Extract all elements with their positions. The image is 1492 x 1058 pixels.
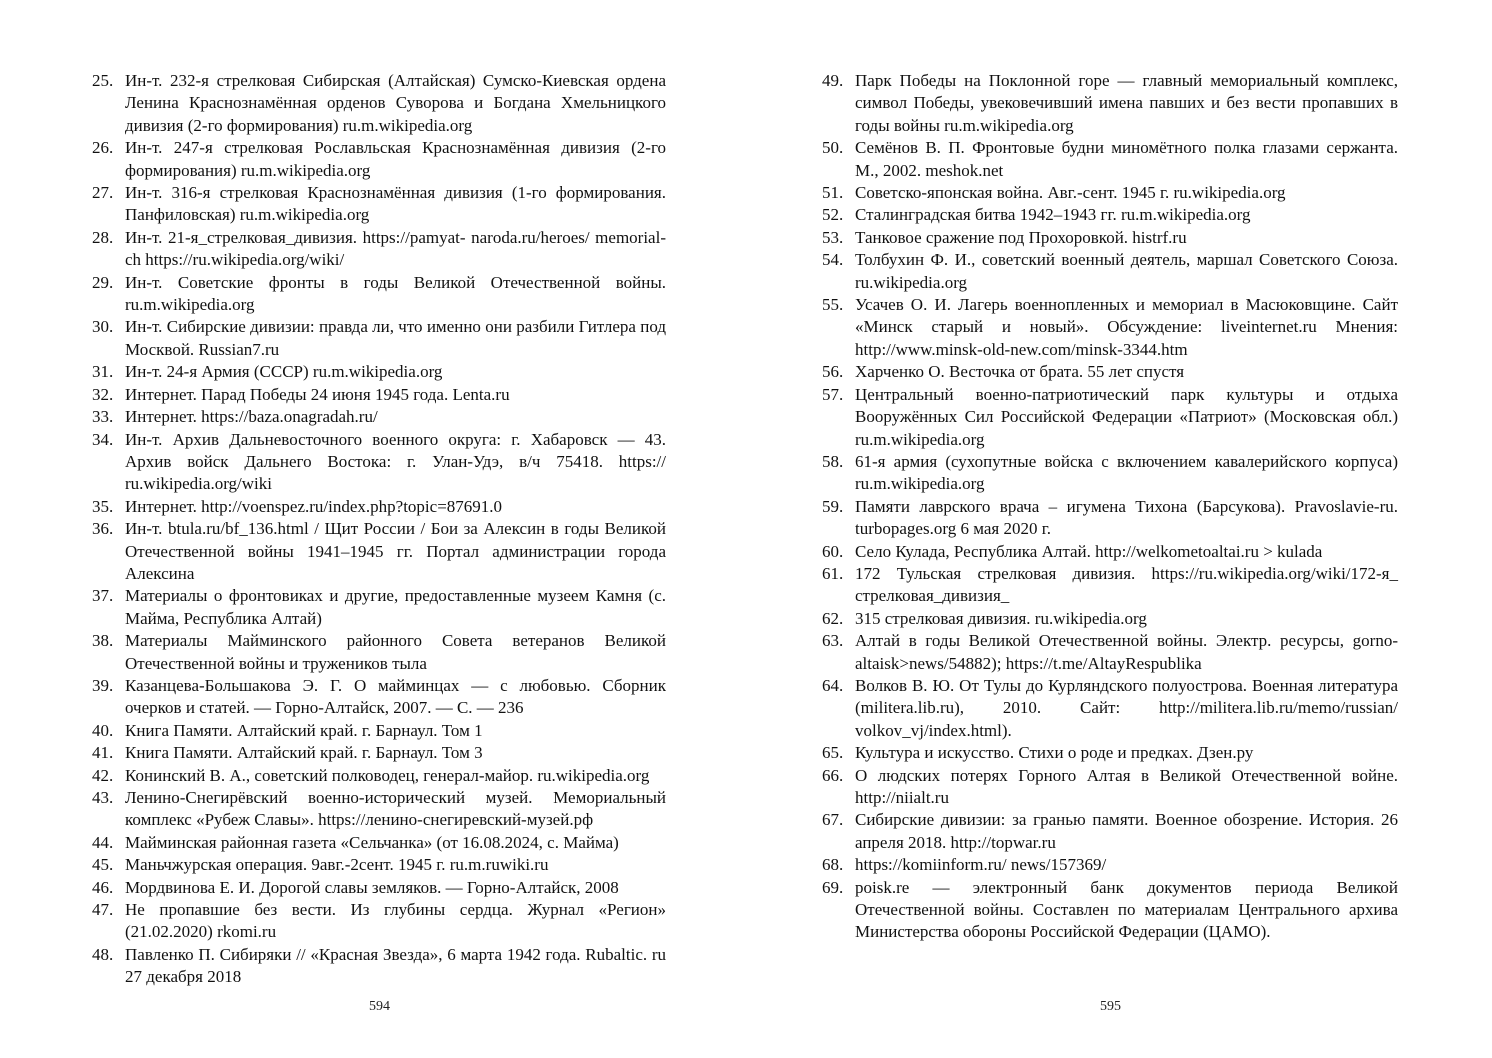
reference-number: 26. xyxy=(92,138,114,158)
reference-number: 68. xyxy=(822,855,844,875)
reference-number: 46. xyxy=(92,877,114,897)
reference-item xyxy=(822,608,1398,630)
reference-text: Ленино-Снегирёвский военно-исторический музей. Мемориальный комплекс «Рубеж Славы». https://ленино-снегиревский-музей.рф xyxy=(125,788,666,830)
reference-list-right xyxy=(822,70,1398,944)
reference-item xyxy=(92,272,666,317)
reference-text: Конинский В. А., советский полководец, генерал-майор. ru.wikipedia.org xyxy=(125,765,650,785)
reference-text: Не пропавшие без вести. Из глубины сердца. Журнал «Регион» (21.02.2020) rkomi.ru xyxy=(125,900,666,942)
reference-number: 32. xyxy=(92,384,114,404)
reference-number: 29. xyxy=(92,272,114,292)
reference-text: Село Кулада, Республика Алтай. http://welkometoaltai.ru > kulada xyxy=(855,541,1323,561)
reference-item xyxy=(92,877,666,899)
reference-number: 54. xyxy=(822,250,844,270)
reference-number: 50. xyxy=(822,138,844,158)
reference-text: Материалы Майминского районного Совета ветеранов Великой Отечественной войны и тружеников тыла xyxy=(125,631,666,673)
reference-number: 62. xyxy=(822,608,844,628)
reference-item xyxy=(822,877,1398,944)
reference-text: Ин-т. btula.ru/bf_136.html / Щит России / Бои за Алексин в годы Великой Отечественной войны 1941–1945 гг. Портал администрации города Алексина xyxy=(125,519,666,583)
reference-text: 172 Тульская стрелковая дивизия. https://ru.wikipedia.org/wiki/172-я_ стрелковая_дивизия_ xyxy=(855,563,1398,606)
reference-item xyxy=(92,832,666,854)
reference-item xyxy=(822,249,1398,294)
reference-text: Советско-японская война. Авг.-сент. 1945 г. ru.wikipedia.org xyxy=(855,183,1286,203)
reference-number: 45. xyxy=(92,855,114,875)
reference-item xyxy=(822,294,1398,361)
reference-text: Волков В. Ю. От Тулы до Курляндского полуострова. Военная литература (militera.lib.ru), 2010. Сайт: http://militera.lib.ru/memo/russian/ volkov_vj/index.html). xyxy=(855,675,1398,740)
reference-item xyxy=(92,630,666,675)
reference-text: Ин-т. 24-я Армия (СССР) ru.m.wikipedia.org xyxy=(125,362,443,382)
reference-number: 34. xyxy=(92,429,114,449)
reference-text: Танковое сражение под Прохоровкой. histrf.ru xyxy=(855,227,1187,247)
reference-text: Ин-т. Архив Дальневосточного военного округа: г. Хабаровск — 43. Архив войск Дальнего Востока: г. Улан-Удэ, в/ч 75418. https:// ru.wikipedia.org/wiki xyxy=(125,429,666,494)
reference-item xyxy=(822,809,1398,854)
reference-text: Материалы о фронтовиках и другие, предоставленные музеем Камня (с. Майма, Республика Алтай) xyxy=(125,586,666,628)
reference-item xyxy=(822,227,1398,249)
reference-item xyxy=(92,585,666,630)
reference-item xyxy=(822,70,1398,137)
reference-item xyxy=(92,496,666,518)
page-number-right: 595 xyxy=(1100,999,1121,1014)
reference-number: 40. xyxy=(92,720,114,740)
reference-item xyxy=(92,384,666,406)
reference-item xyxy=(92,854,666,876)
reference-number: 52. xyxy=(822,205,844,225)
reference-item xyxy=(92,316,666,361)
reference-number: 44. xyxy=(92,832,114,852)
reference-number: 39. xyxy=(92,675,114,695)
reference-number: 37. xyxy=(92,586,114,606)
reference-item xyxy=(822,765,1398,810)
reference-text: Ин-т. 316-я стрелковая Краснознамённая дивизия (1-го формирования. Панфиловская) ru.m.wikipedia.org xyxy=(125,183,666,225)
reference-number: 69. xyxy=(822,877,844,897)
reference-item xyxy=(92,70,666,137)
reference-item xyxy=(92,182,666,227)
reference-number: 61. xyxy=(822,563,844,583)
reference-text: Книга Памяти. Алтайский край. г. Барнаул. Том 3 xyxy=(125,743,483,763)
reference-text: Алтай в годы Великой Отечественной войны. Электр. ресурсы, gorno-altaisk>news/54882); https://t.me/AltayRespublika xyxy=(855,631,1398,673)
reference-text: Ин-т. Советские фронты в годы Великой Отечественной войны. ru.m.wikipedia.org xyxy=(125,272,666,315)
reference-item xyxy=(92,137,666,182)
reference-item xyxy=(822,137,1398,182)
page-number-left: 594 xyxy=(369,999,390,1014)
reference-number: 60. xyxy=(822,541,844,561)
reference-number: 59. xyxy=(822,496,844,516)
reference-text: Майминская районная газета «Сельчанка» (от 16.08.2024, с. Майма) xyxy=(125,832,619,852)
reference-number: 48. xyxy=(92,944,114,964)
reference-item xyxy=(92,227,666,272)
reference-text: Ин-т. 232-я стрелковая Сибирская (Алтайская) Сумско-Киевская ордена Ленина Краснознамённая орденов Суворова и Богдана Хмельницкого дивизия (2-го формирования) ru.m.wikipedia.org xyxy=(125,71,666,135)
reference-number: 31. xyxy=(92,362,114,382)
reference-number: 36. xyxy=(92,519,114,539)
reference-number: 66. xyxy=(822,765,844,785)
reference-number: 57. xyxy=(822,384,844,404)
reference-text: Интернет. http://voenspez.ru/index.php?topic=87691.0 xyxy=(125,496,503,516)
reference-item xyxy=(92,944,666,989)
reference-number: 30. xyxy=(92,317,114,337)
reference-number: 56. xyxy=(822,362,844,382)
reference-text: 61-я армия (сухопутные войска с включением кавалерийского корпуса) ru.m.wikipedia.org xyxy=(855,451,1398,494)
reference-item xyxy=(92,787,666,832)
reference-text: Культура и искусство. Стихи о роде и предках. Дзен.ру xyxy=(855,743,1254,763)
reference-text: Книга Памяти. Алтайский край. г. Барнаул. Том 1 xyxy=(125,720,483,740)
reference-number: 63. xyxy=(822,631,844,651)
reference-item xyxy=(822,854,1398,876)
reference-text: Сталинградская битва 1942–1943 гг. ru.m.wikipedia.org xyxy=(855,205,1251,225)
reference-item xyxy=(822,451,1398,496)
reference-text: https://komiinform.ru/ news/157369/ xyxy=(855,855,1107,875)
reference-item xyxy=(92,899,666,944)
reference-text: Ин-т. 247-я стрелковая Рославльская Краснознамённая дивизия (2-го формирования) ru.m.wikipedia.org xyxy=(125,138,666,180)
reference-number: 38. xyxy=(92,631,114,651)
reference-item xyxy=(822,742,1398,764)
reference-text: Маньчжурская операция. 9авг.-2сент. 1945 г. ru.m.ruwiki.ru xyxy=(125,855,549,875)
reference-text: О людских потерях Горного Алтая в Великой Отечественной войне. http://niialt.ru xyxy=(855,765,1398,807)
reference-text: Павленко П. Сибиряки // «Красная Звезда», 6 марта 1942 года. Rubaltic. ru 27 декабря 2018 xyxy=(125,944,666,987)
reference-item xyxy=(92,675,666,720)
reference-text: Толбухин Ф. И., советский военный деятель, маршал Советского Союза. ru.wikipedia.org xyxy=(855,250,1398,292)
reference-number: 27. xyxy=(92,183,114,203)
reference-item xyxy=(92,742,666,764)
reference-text: 315 стрелковая дивизия. ru.wikipedia.org xyxy=(855,608,1147,628)
reference-text: Мордвинова Е. И. Дорогой славы земляков. — Горно-Алтайск, 2008 xyxy=(125,877,619,897)
reference-text: Памяти лаврского врача – игумена Тихона (Барсукова). Pravoslavie-ru. turbopages.org 6 мая 2020 г. xyxy=(855,496,1398,539)
reference-item xyxy=(822,541,1398,563)
reference-number: 67. xyxy=(822,810,844,830)
reference-text: Парк Победы на Поклонной горе — главный мемориальный комплекс, символ Победы, увековечивший имена павших и без вести пропавших в годы войны ru.m.wikipedia.org xyxy=(855,71,1398,135)
reference-number: 58. xyxy=(822,451,844,471)
reference-number: 49. xyxy=(822,71,844,90)
reference-text: Семёнов В. П. Фронтовые будни миномётного полка глазами сержанта. М., 2002. meshok.net xyxy=(855,138,1398,180)
reference-number: 41. xyxy=(92,743,114,763)
reference-text: Усачев О. И. Лагерь военнопленных и мемориал в Масюковщине. Сайт «Минск старый и новый». Обсуждение: liveinternet.ru Мнения: http://www.minsk-old-new.com/minsk-3344.htm xyxy=(855,295,1398,359)
reference-item xyxy=(92,406,666,428)
reference-text: Ин-т. Сибирские дивизии: правда ли, что именно они разбили Гитлера под Москвой. Russian7.ru xyxy=(125,317,666,359)
reference-item xyxy=(92,518,666,585)
reference-item xyxy=(822,204,1398,226)
reference-number: 53. xyxy=(822,227,844,247)
reference-text: Сибирские дивизии: за гранью памяти. Военное обозрение. История. 26 апреля 2018. http://topwar.ru xyxy=(855,810,1398,852)
reference-number: 43. xyxy=(92,788,114,807)
reference-number: 25. xyxy=(92,71,114,90)
reference-item xyxy=(822,182,1398,204)
reference-item xyxy=(822,563,1398,608)
reference-number: 51. xyxy=(822,183,844,203)
reference-number: 55. xyxy=(822,295,844,315)
reference-item xyxy=(822,630,1398,675)
reference-number: 35. xyxy=(92,496,114,516)
reference-number: 33. xyxy=(92,407,114,427)
reference-item xyxy=(822,361,1398,383)
right-page xyxy=(746,0,1492,1058)
reference-item xyxy=(92,429,666,496)
reference-item xyxy=(822,675,1398,742)
reference-item xyxy=(92,720,666,742)
reference-number: 42. xyxy=(92,765,114,785)
reference-number: 28. xyxy=(92,227,114,247)
reference-list-left xyxy=(92,70,666,989)
reference-item xyxy=(822,384,1398,451)
reference-number: 47. xyxy=(92,900,114,920)
reference-text: Центральный военно-патриотический парк культуры и отдыха Вооружённых Сил Российской Федерации «Патриот» (Московская обл.) ru.m.wikipedia.org xyxy=(855,384,1398,449)
reference-item xyxy=(92,361,666,383)
reference-item xyxy=(822,496,1398,541)
reference-number: 65. xyxy=(822,743,844,763)
reference-text: Харченко О. Весточка от брата. 55 лет спустя xyxy=(855,362,1185,382)
reference-text: Интернет. Парад Победы 24 июня 1945 года. Lenta.ru xyxy=(125,384,510,404)
reference-text: poisk.re — электронный банк документов периода Великой Отечественной войны. Составлен по материалам Центрального архива Министерства обороны Российской Федерации (ЦАМО). xyxy=(855,877,1398,942)
reference-text: Ин-т. 21-я_стрелковая_дивизия. https://pamyat- naroda.ru/heroes/ memorial-ch https://ru.wikipedia.org/wiki/ xyxy=(125,227,666,270)
reference-number: 64. xyxy=(822,675,844,695)
reference-text: Казанцева-Большакова Э. Г. О майминцах — с любовью. Сборник очерков и статей. — Горно-Алтайск, 2007. — С. — 236 xyxy=(125,675,666,718)
reference-item xyxy=(92,765,666,787)
reference-text: Интернет. https://baza.onagradah.ru/ xyxy=(125,407,378,427)
